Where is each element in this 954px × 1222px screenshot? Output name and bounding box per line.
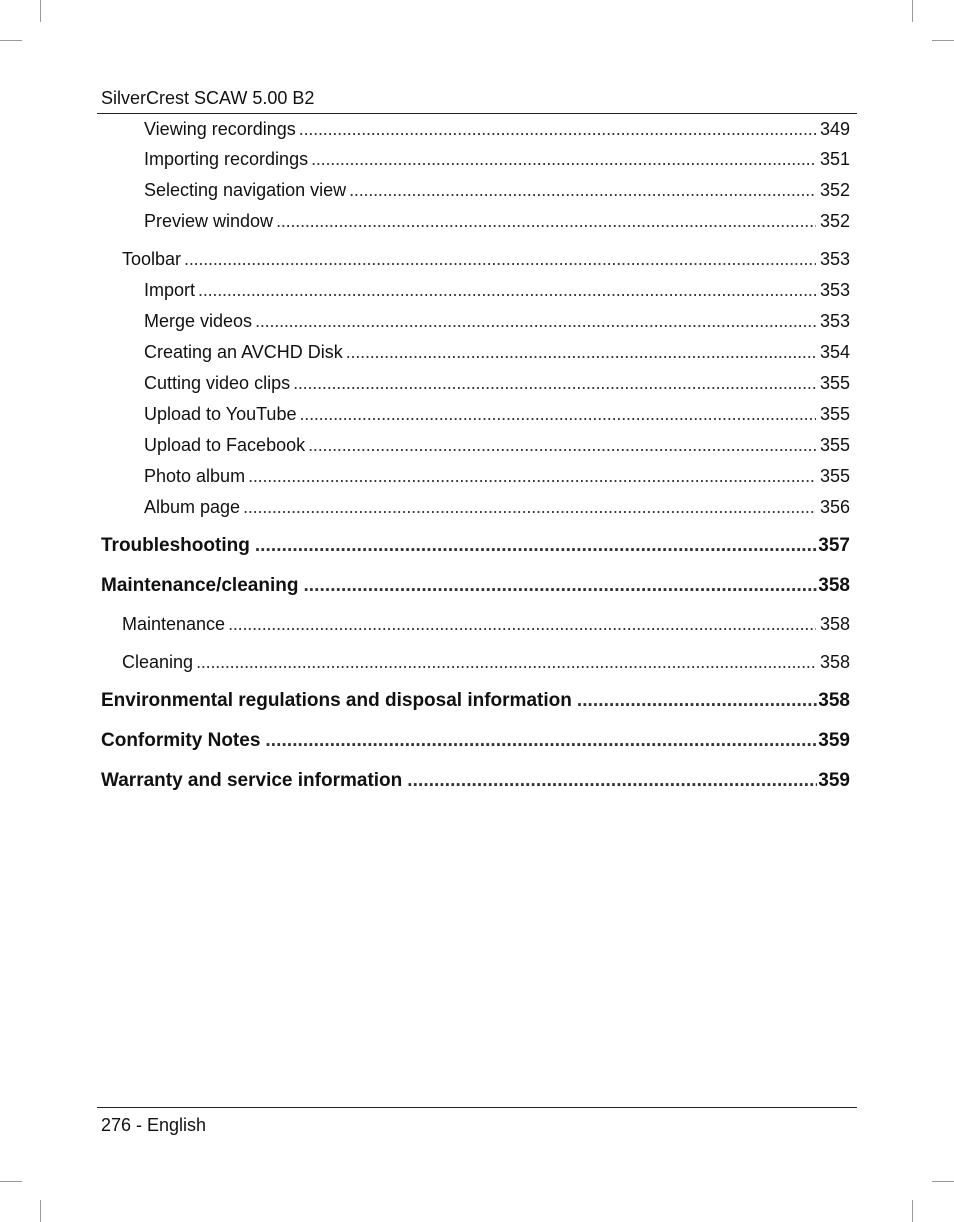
toc-entry-page: 351 bbox=[819, 149, 850, 169]
toc-entry-page: 349 bbox=[819, 119, 850, 139]
dot-leader bbox=[248, 465, 816, 487]
dot-leader bbox=[184, 248, 816, 270]
dot-leader bbox=[198, 279, 816, 301]
dot-leader bbox=[293, 372, 816, 394]
toc-entry[interactable] bbox=[144, 341, 850, 363]
toc-entry[interactable] bbox=[144, 465, 850, 487]
toc-chapter[interactable] bbox=[101, 534, 850, 558]
toc-entry-label: Cleaning bbox=[122, 652, 194, 672]
toc-chapter[interactable] bbox=[101, 729, 850, 753]
toc-entry[interactable] bbox=[122, 248, 850, 270]
dot-leader bbox=[265, 729, 817, 753]
toc-entry[interactable] bbox=[144, 403, 850, 425]
dot-leader bbox=[255, 310, 816, 332]
toc-entry-page: 358 bbox=[819, 652, 850, 672]
toc-entry-page: 355 bbox=[819, 435, 850, 455]
toc-entry-page: 355 bbox=[819, 404, 850, 424]
dot-leader bbox=[255, 534, 817, 558]
dot-leader bbox=[228, 613, 816, 635]
toc-entry[interactable] bbox=[144, 434, 850, 456]
toc-entry-page: 355 bbox=[819, 373, 850, 393]
toc-entry[interactable] bbox=[122, 651, 850, 673]
toc-entry-page: 352 bbox=[819, 211, 850, 231]
dot-leader bbox=[299, 403, 815, 425]
toc-entry[interactable] bbox=[122, 613, 850, 635]
footer-rule bbox=[97, 1107, 857, 1108]
dot-leader bbox=[243, 496, 816, 518]
toc-entry[interactable] bbox=[144, 210, 850, 232]
toc-chapter-label: Maintenance/cleaning bbox=[101, 575, 299, 596]
toc-chapter-page: 359 bbox=[818, 730, 850, 751]
running-header: SilverCrest SCAW 5.00 B2 bbox=[101, 88, 315, 108]
toc-entry-label: Selecting navigation view bbox=[144, 180, 347, 200]
toc-entry-page: 353 bbox=[819, 280, 850, 300]
toc-entry-label: Upload to Facebook bbox=[144, 435, 306, 455]
toc-entry-page: 353 bbox=[819, 249, 850, 269]
toc-entry-label: Maintenance bbox=[122, 614, 226, 634]
toc-chapter[interactable] bbox=[101, 689, 850, 713]
toc-entry-label: Cutting video clips bbox=[144, 373, 291, 393]
toc-entry[interactable] bbox=[144, 279, 850, 301]
toc-chapter-page: 357 bbox=[818, 535, 850, 556]
toc-entry-label: Upload to YouTube bbox=[144, 404, 297, 424]
toc-entry-label: Viewing recordings bbox=[144, 119, 296, 139]
toc-entry-label: Merge videos bbox=[144, 311, 253, 331]
toc-entry-label: Photo album bbox=[144, 466, 246, 486]
dot-leader bbox=[346, 341, 816, 363]
toc-entry-page: 356 bbox=[819, 497, 850, 517]
dot-leader bbox=[303, 574, 817, 598]
toc-entry-page: 358 bbox=[819, 614, 850, 634]
toc-chapter-page: 359 bbox=[818, 770, 850, 791]
toc-entry-page: 355 bbox=[819, 466, 850, 486]
toc-entry-page: 352 bbox=[819, 180, 850, 200]
dot-leader bbox=[311, 148, 816, 170]
toc-entry-page: 353 bbox=[819, 311, 850, 331]
toc-entry-label: Importing recordings bbox=[144, 149, 309, 169]
toc-entry-label: Import bbox=[144, 280, 196, 300]
toc-entry[interactable] bbox=[144, 372, 850, 394]
toc-chapter-label: Warranty and service information bbox=[101, 770, 403, 791]
toc-entry-label: Album page bbox=[144, 497, 241, 517]
toc-entry[interactable] bbox=[144, 118, 850, 140]
dot-leader bbox=[308, 434, 816, 456]
toc-chapter-page: 358 bbox=[818, 690, 850, 711]
dot-leader bbox=[407, 769, 817, 793]
toc-entry[interactable] bbox=[144, 179, 850, 201]
dot-leader bbox=[349, 179, 816, 201]
dot-leader bbox=[299, 118, 816, 140]
toc-chapter[interactable] bbox=[101, 769, 850, 793]
toc-entry[interactable] bbox=[144, 148, 850, 170]
toc-chapter-label: Environmental regulations and disposal information bbox=[101, 690, 572, 711]
toc-entry[interactable] bbox=[144, 310, 850, 332]
toc-chapter[interactable] bbox=[101, 574, 850, 598]
dot-leader bbox=[196, 651, 816, 673]
toc-chapter-label: Conformity Notes bbox=[101, 730, 261, 751]
toc-chapter-label: Troubleshooting bbox=[101, 535, 250, 556]
toc-entry[interactable] bbox=[144, 496, 850, 518]
dot-leader bbox=[276, 210, 816, 232]
page-number: 276 - English bbox=[101, 1115, 207, 1135]
toc-entry-page: 354 bbox=[819, 342, 850, 362]
toc-chapter-page: 358 bbox=[818, 575, 850, 596]
dot-leader bbox=[577, 689, 817, 713]
toc-entry-label: Creating an AVCHD Disk bbox=[144, 342, 343, 362]
toc-entry-label: Preview window bbox=[144, 211, 274, 231]
toc-entry-label: Toolbar bbox=[122, 249, 182, 269]
